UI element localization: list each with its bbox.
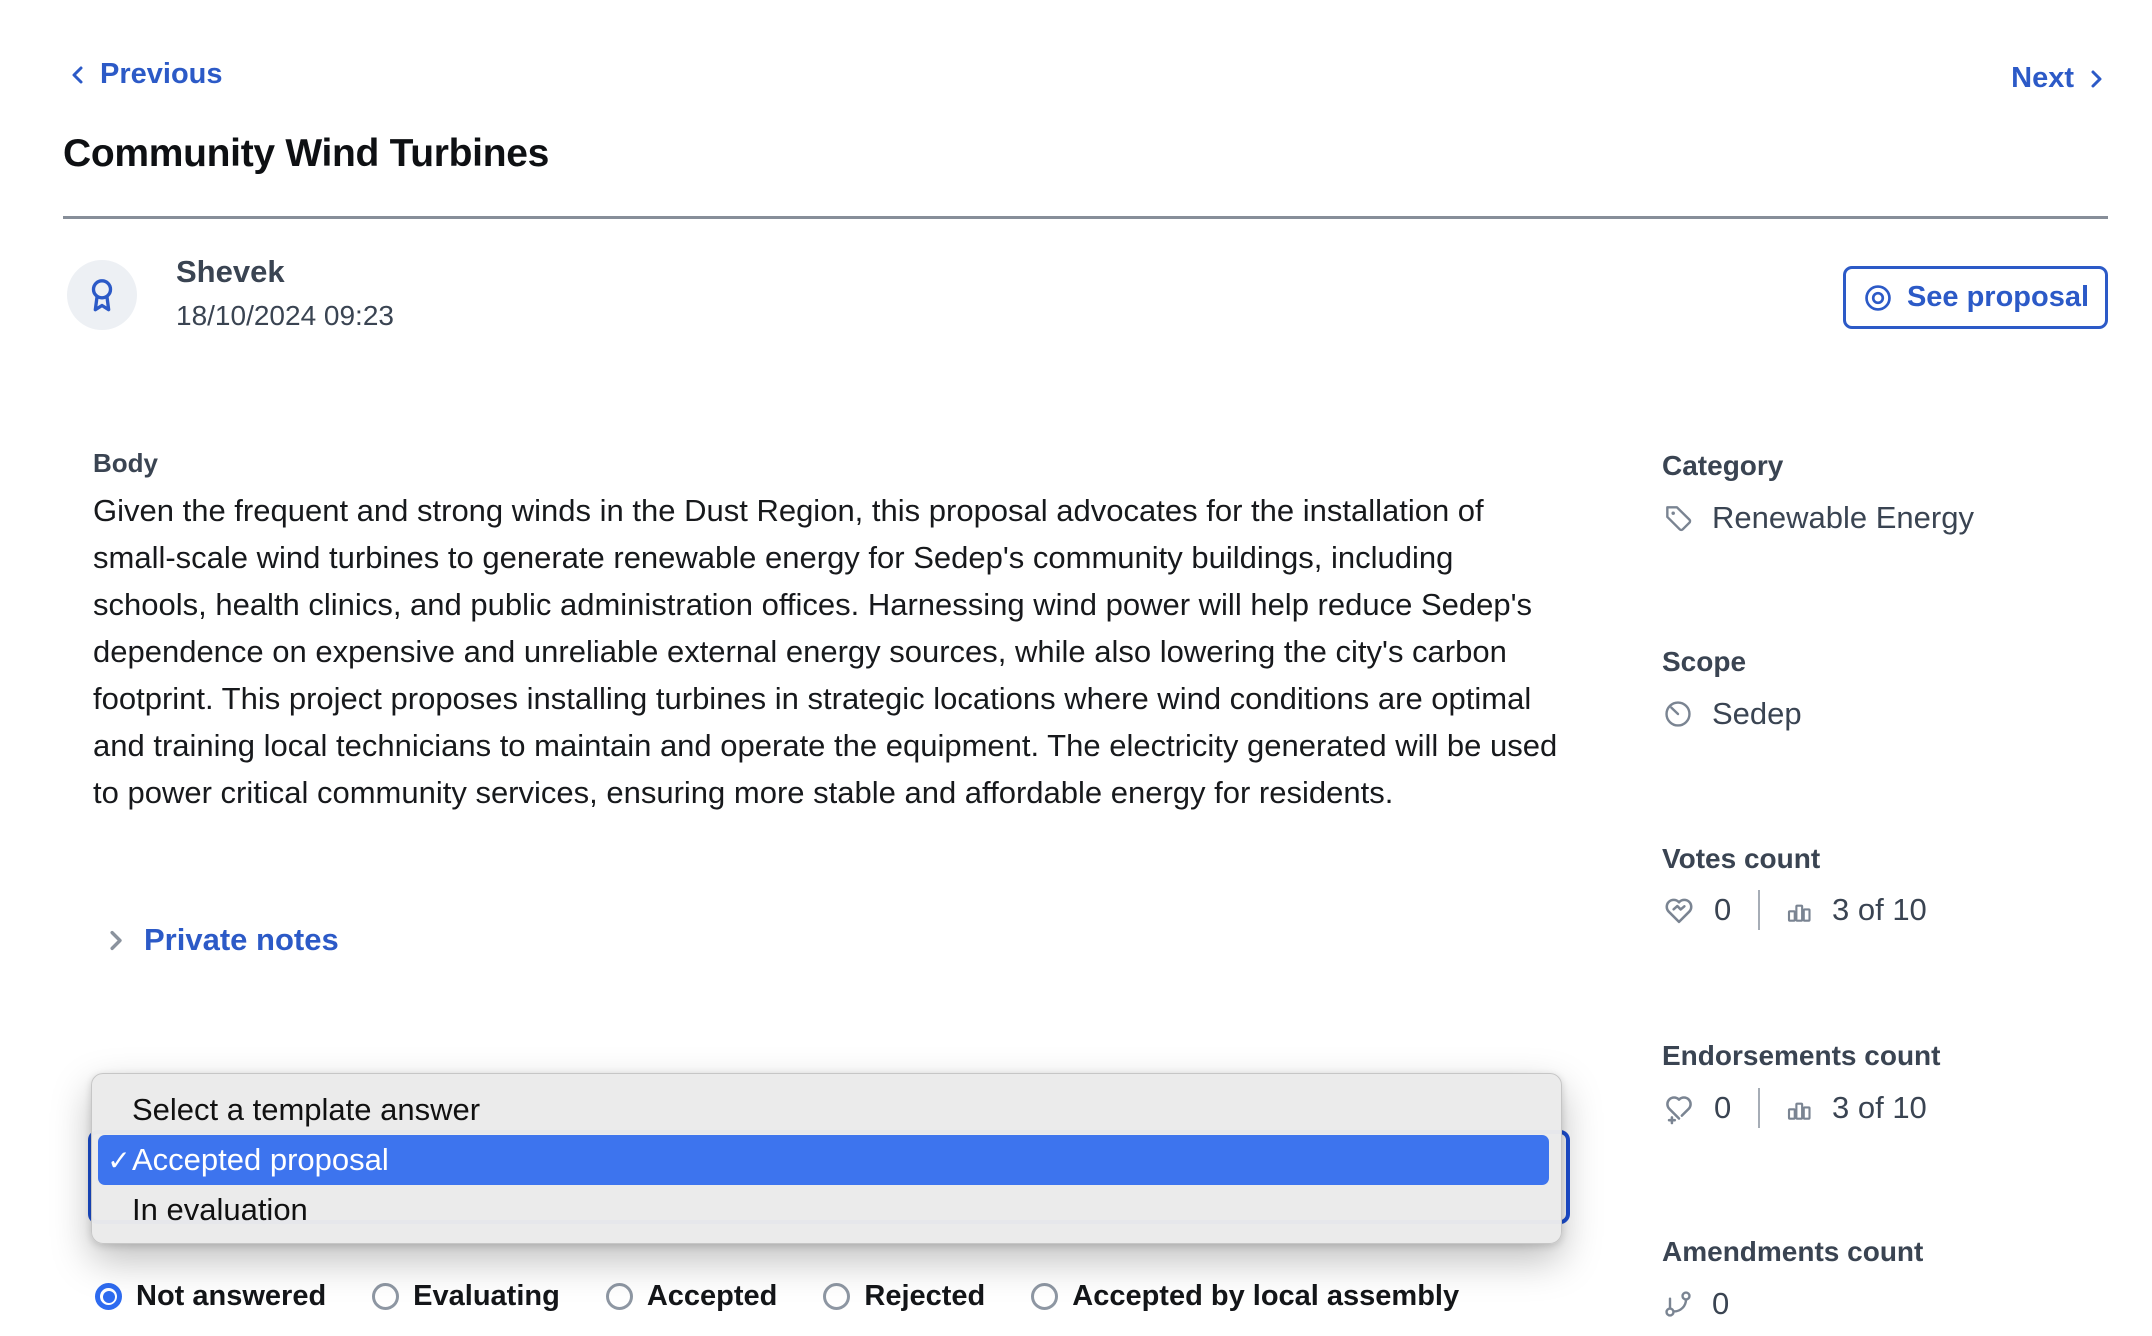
votes-count-heading: Votes count: [1662, 843, 1821, 874]
author-timestamp: 18/10/2024 09:23: [176, 300, 394, 331]
category-value: Renewable Energy: [1712, 500, 1974, 535]
author-name: Shevek: [176, 254, 285, 289]
dropdown-option-placeholder[interactable]: [98, 1085, 1549, 1135]
divider: [1758, 890, 1760, 930]
bar-chart-icon: [1784, 1093, 1814, 1123]
amendments-count-row: [1662, 1286, 1732, 1322]
endorsements-support-value: 3 of 10: [1832, 1090, 1927, 1125]
votes-count-value: 0: [1714, 892, 1732, 927]
radio-label: Not answered: [136, 1280, 327, 1312]
see-proposal-button[interactable]: [1843, 266, 2108, 329]
check-icon: ✓: [107, 1144, 131, 1176]
amendments-count-value: 0: [1712, 1286, 1730, 1321]
scope-value: Sedep: [1712, 696, 1802, 731]
radio-button[interactable]: [823, 1283, 850, 1310]
see-proposal-label: See proposal: [1906, 281, 2090, 313]
private-notes-toggle[interactable]: [102, 922, 339, 958]
tag-icon: [1662, 502, 1694, 534]
radio-button[interactable]: [606, 1283, 633, 1310]
radio-button-checked[interactable]: [95, 1283, 122, 1310]
body-label: Body: [93, 448, 158, 478]
eye-icon: [1862, 282, 1894, 314]
endorsements-count-row: [1662, 1088, 1927, 1128]
next-label: Next: [2011, 62, 2074, 94]
scope-icon: [1662, 698, 1694, 730]
dropdown-option-label: Select a template answer: [132, 1092, 481, 1127]
radio-accepted-local-assembly[interactable]: [1031, 1280, 1459, 1313]
dropdown-option-accepted-proposal[interactable]: [98, 1135, 1549, 1185]
radio-label: Evaluating: [413, 1280, 560, 1312]
dropdown-option-label: In evaluation: [132, 1192, 308, 1227]
template-answer-dropdown: [91, 1073, 1562, 1244]
scope-value-row: [1662, 696, 1802, 732]
chevron-right-icon: [2084, 67, 2108, 91]
radio-not-answered[interactable]: [95, 1280, 326, 1313]
private-notes-label: Private notes: [144, 922, 339, 957]
award-icon: [82, 275, 122, 315]
next-link[interactable]: [2011, 62, 2108, 95]
body-text: Given the frequent and strong winds in the Dust Region, this proposal advocates for the installation of small-scale wind turbines to generate renewable energy for Sedep's community buildings, including schools, health clinics, and public administration offices. Harnessing wind power will help reduce Sedep's dependence on expensive and unreliable external energy sources, while also lowering the city's carbon footprint. This project proposes installing turbines in strategic locations where wind conditions are optimal and training local technicians to maintain and operate the equipment. The electricity generated will be used to power critical community services, ensuring more stable and affordable energy for residents.: [93, 493, 1558, 810]
category-value-row: [1662, 500, 1974, 536]
scope-heading: Scope: [1662, 646, 1747, 677]
radio-label: Accepted by local assembly: [1072, 1280, 1460, 1312]
radio-accepted[interactable]: [606, 1280, 778, 1313]
amendments-count-heading: Amendments count: [1662, 1236, 1924, 1267]
radio-rejected[interactable]: [823, 1280, 985, 1313]
heart-handshake-icon: [1662, 893, 1696, 927]
radio-label: Rejected: [864, 1280, 986, 1312]
divider: [1758, 1088, 1760, 1128]
avatar: [67, 260, 137, 330]
votes-support-value: 3 of 10: [1832, 892, 1927, 927]
endorsements-count-heading: Endorsements count: [1662, 1040, 1941, 1071]
git-branch-icon: [1662, 1288, 1694, 1320]
title-divider: [63, 216, 2108, 219]
page-title: Community Wind Turbines: [63, 132, 550, 175]
radio-evaluating[interactable]: [372, 1280, 560, 1313]
dropdown-option-label: Accepted proposal: [132, 1142, 389, 1177]
previous-link[interactable]: [66, 58, 223, 91]
previous-label: Previous: [100, 58, 223, 90]
heart-plus-icon: [1662, 1091, 1696, 1125]
dropdown-option-in-evaluation[interactable]: [98, 1185, 1549, 1235]
radio-button[interactable]: [1031, 1283, 1058, 1310]
endorsements-count-value: 0: [1714, 1090, 1732, 1125]
radio-button[interactable]: [372, 1283, 399, 1310]
category-heading: Category: [1662, 450, 1784, 481]
chevron-right-icon: [102, 927, 129, 954]
answer-state-radio-group: [95, 1280, 1459, 1313]
votes-count-row: [1662, 890, 1927, 930]
radio-label: Accepted: [646, 1280, 778, 1312]
chevron-left-icon: [66, 63, 90, 87]
bar-chart-icon: [1784, 895, 1814, 925]
